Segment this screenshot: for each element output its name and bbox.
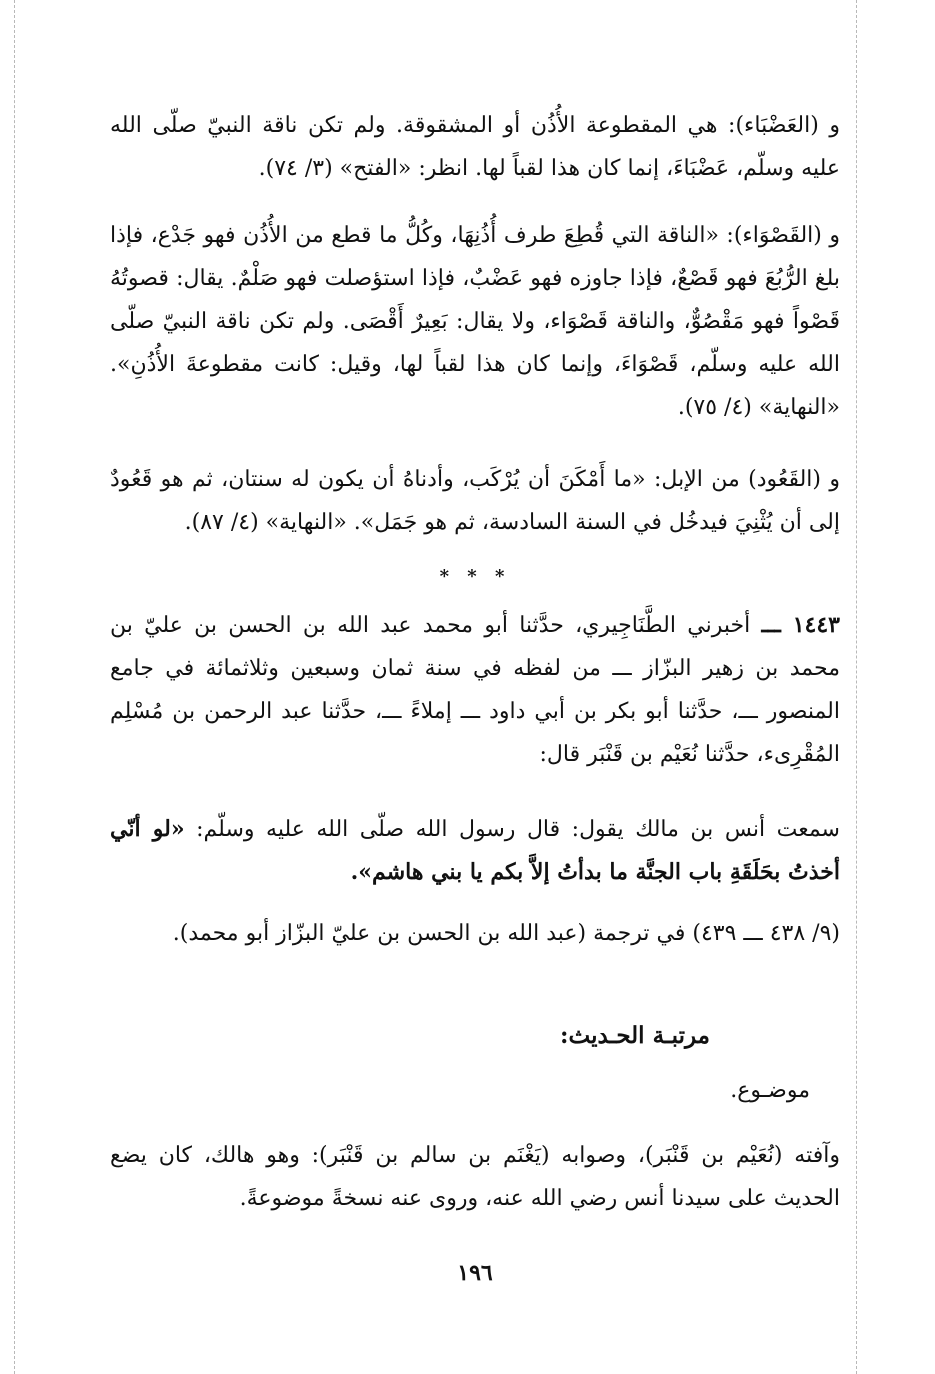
matn-intro: سمعت أنس بن مالك يقول: قال رسول الله صلّى الله عليه وسلّم: [196, 817, 840, 842]
paragraph-text: و (القَعُود) من الإبل: «ما أَمْكَنَ أن يُرْكَب، وأدناهُ أن يكون له سنتان، ثم هو قَعُودٌ إلى أن يُثْنِيَ فيدخُل في السنة السادسة، ثم هو جَمَل». «النهاية» (٤/ ٨٧). [110, 467, 840, 535]
paragraph-text: (٩/ ٤٣٨ ـــ ٤٣٩) في ترجمة (عبد الله بن الحسن بن عليّ البزّاز أبو محمد). [172, 921, 840, 946]
section-separator: * * * [439, 566, 511, 587]
hadith-isnad-paragraph [110, 604, 840, 776]
page-guide-right [856, 0, 857, 1374]
note-paragraph-adba [110, 104, 840, 190]
grade-explanation-paragraph [110, 1134, 840, 1220]
paragraph-text: و (القَصْوَاء): «الناقة التي قُطِعَ طرف أُذُنِهَا، وكُلُّ ما قطع من الأُذُن فهو جَدْع، فإذا بلغ الرُّبُعَ فهو قَصْعٌ، فإذا جاوزه فهو عَضْبٌ، فإذا استؤصلت فهو صَلْمٌ. يقال: قصوتُهُ قَصْواً فهو مَقْصُوٌّ، والناقة قَصْوَاء، ولا يقال: بَعِيرٌ أَقْصَى. ولم تكن ناقة النبيّ صلّى الله عليه وسلّم، قَصْوَاءَ، وإنما كان هذا لقباً لها، وقيل: كانت مقطوعةَ الأُذُنِ». «النهاية» (٤/ ٧٥). [110, 223, 840, 420]
hadith-grade-value: موضـوع. [730, 1078, 810, 1103]
page-guide-left [14, 0, 15, 1374]
paragraph-text: وآفته (نُعَيْم بن قَنْبَر)، وصوابه (يَغْنَم بن سالم بن قَنْبَر): وهو هالك، كان يضع الحديث على سيدنا أنس رضي الله عنه، وروى عنه نسخةً موضوعةً. [110, 1143, 840, 1211]
note-paragraph-qaud [110, 458, 840, 544]
matn-quote: «لو أنّي أخذتُ بحَلَقَةِ باب الجنَّة ما بدأتُ إلاَّ بكم يا بني هاشم». [110, 816, 840, 885]
paragraph-text [110, 604, 840, 776]
hadith-grade-heading: مرتبـة الحـديث: [560, 1022, 710, 1049]
hadith-number: ١٤٤٣ ـــ [761, 612, 840, 638]
page-number: ١٩٦ [457, 1260, 493, 1286]
paragraph-text [110, 808, 840, 894]
paragraph-text: و (العَضْبَاء): هي المقطوعة الأُذُن أو المشقوقة. ولم تكن ناقة النبيّ صلّى الله عليه وسلّم، عَضْبَاءَ، إنما كان هذا لقباً لها. انظر: «الفتح» (٣/ ٧٤). [110, 113, 840, 181]
isnad-text: أخبرني الطَّنَاجِيري، حدَّثنا أبو محمد عبد الله بن الحسن بن عليّ بن محمد بن زهير البزّاز ـــ من لفظه في سنة ثمان وسبعين وثلاثمائة في جامع المنصور ـــ، حدَّثنا أبو بكر بن أبي داود ـــ إملاءً ـــ، حدَّثنا عبد الرحمن بن مُسْلِم المُقْرِىء، حدَّثنا نُعَيْم بن قَنْبَر قال: [110, 613, 840, 767]
source-reference-paragraph [110, 912, 840, 955]
note-paragraph-qaswa [110, 214, 840, 429]
hadith-matn-paragraph [110, 808, 840, 894]
